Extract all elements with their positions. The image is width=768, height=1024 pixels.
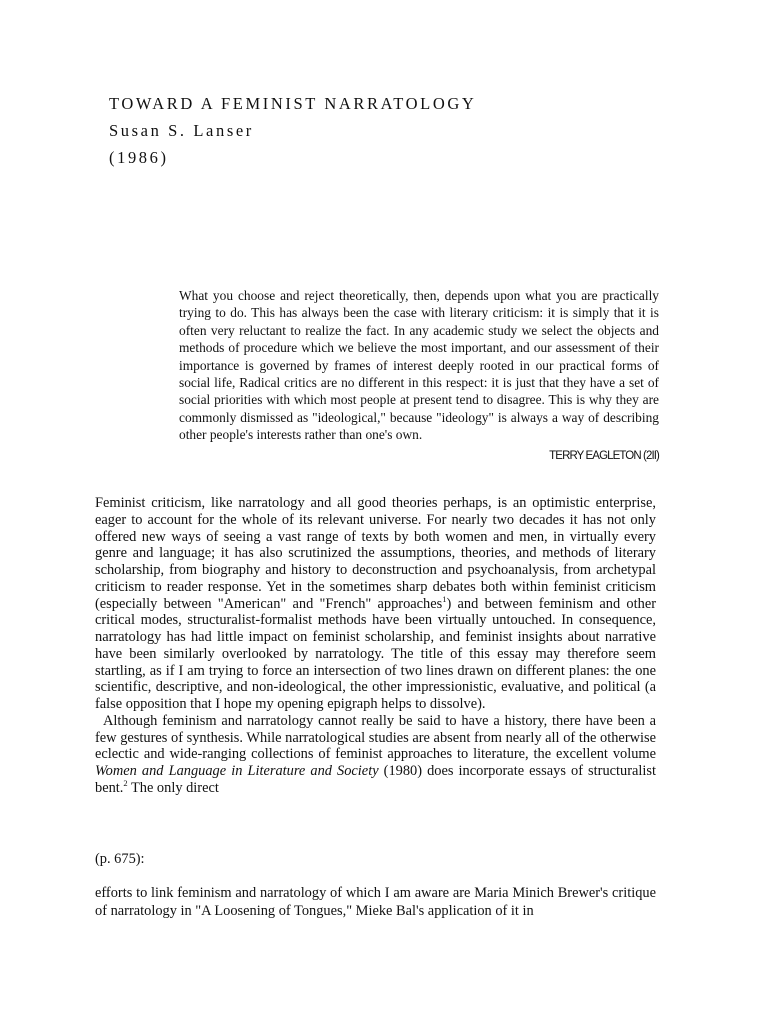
paragraph-2-text-a: Although feminism and narratology cannot really be said to have a history, there have been a few gestures of synthesis. While narratological studies are absent from nearly all of the otherwise eclectic and wide-ranging collections of feminist approaches to literature, the excellent volume: [95, 712, 656, 763]
book-title: Women and Language in Literature and Society: [95, 763, 379, 779]
body-text: [95, 495, 656, 797]
continuation-text: [95, 884, 656, 920]
footnote-marker-2: 2: [123, 777, 128, 788]
paragraph-1-text-a: Feminist criticism, like narratology and all good theories perhaps, is an optimistic enterprise, eager to account for the whole of its relevant universe. For nearly two decades it has not only offered new ways of seeing a vast range of texts by both women and men, in virtually every genre and language; it has also scrutinized the assumptions, theories, and methods of literary scholarship, from biography and history to deconstruction and psychoanalysis, from archetypal criticism to reader response. Yet in the sometimes sharp debates both within feminist criticism (especially between "American" and "French" approaches: [95, 495, 656, 612]
paragraph-2-text-b: (1980) does incorporate essays of structuralist bent.: [95, 763, 656, 796]
paragraph-1: [95, 495, 656, 713]
epigraph: [179, 287, 659, 465]
title-block: [109, 93, 476, 174]
publication-year: (1986): [109, 148, 169, 167]
page-reference: (p. 675):: [95, 851, 145, 867]
epigraph-attribution: TERRY EAGLETON (2II): [549, 449, 659, 462]
paragraph-3: efforts to link feminism and narratology of which I am aware are Maria Minich Brewer's critique of narratology in "A Loosening of Tongues," Mieke Bal's application of it in: [95, 885, 656, 919]
paragraph-2: [95, 713, 656, 797]
epigraph-text: What you choose and reject theoretically, then, depends upon what you are practically trying to do. This has always been the case with literary criticism: it is simply that it is often very reluctant to realize the fact. In any academic study we select the objects and methods of procedure which we believe the most important, and our assessment of their importance is governed by frames of interest deeply rooted in our practical forms of social life, Radical critics are no different in this respect: it is just that they have a set of social priorities with which most people at present tend to disagree. This is why they are commonly dismissed as "ideological," because "ideology" is always a way of describing other people's interests rather than one's own.: [179, 288, 659, 443]
footnote-marker-1: 1: [442, 593, 447, 604]
essay-title: TOWARD A FEMINIST NARRATOLOGY: [109, 94, 477, 113]
paragraph-2-text-c: The only direct: [127, 779, 219, 796]
paragraph-1-text-b: ) and between feminism and other critical modes, structuralist-formalist methods have been virtually untouched. In consequence, narratology has had little impact on feminist scholarship, and feminist insights about narrative have been similarly overlooked by narratology. The title of this essay may therefore seem startling, as if I am trying to force an intersection of two lines drawn on different planes: the one scientific, descriptive, and non-ideological, the other impressionistic, evaluative, and political (a false opposition that I hope my opening epigraph helps to dissolve).: [95, 595, 656, 712]
author-name: Susan S. Lanser: [109, 121, 254, 140]
